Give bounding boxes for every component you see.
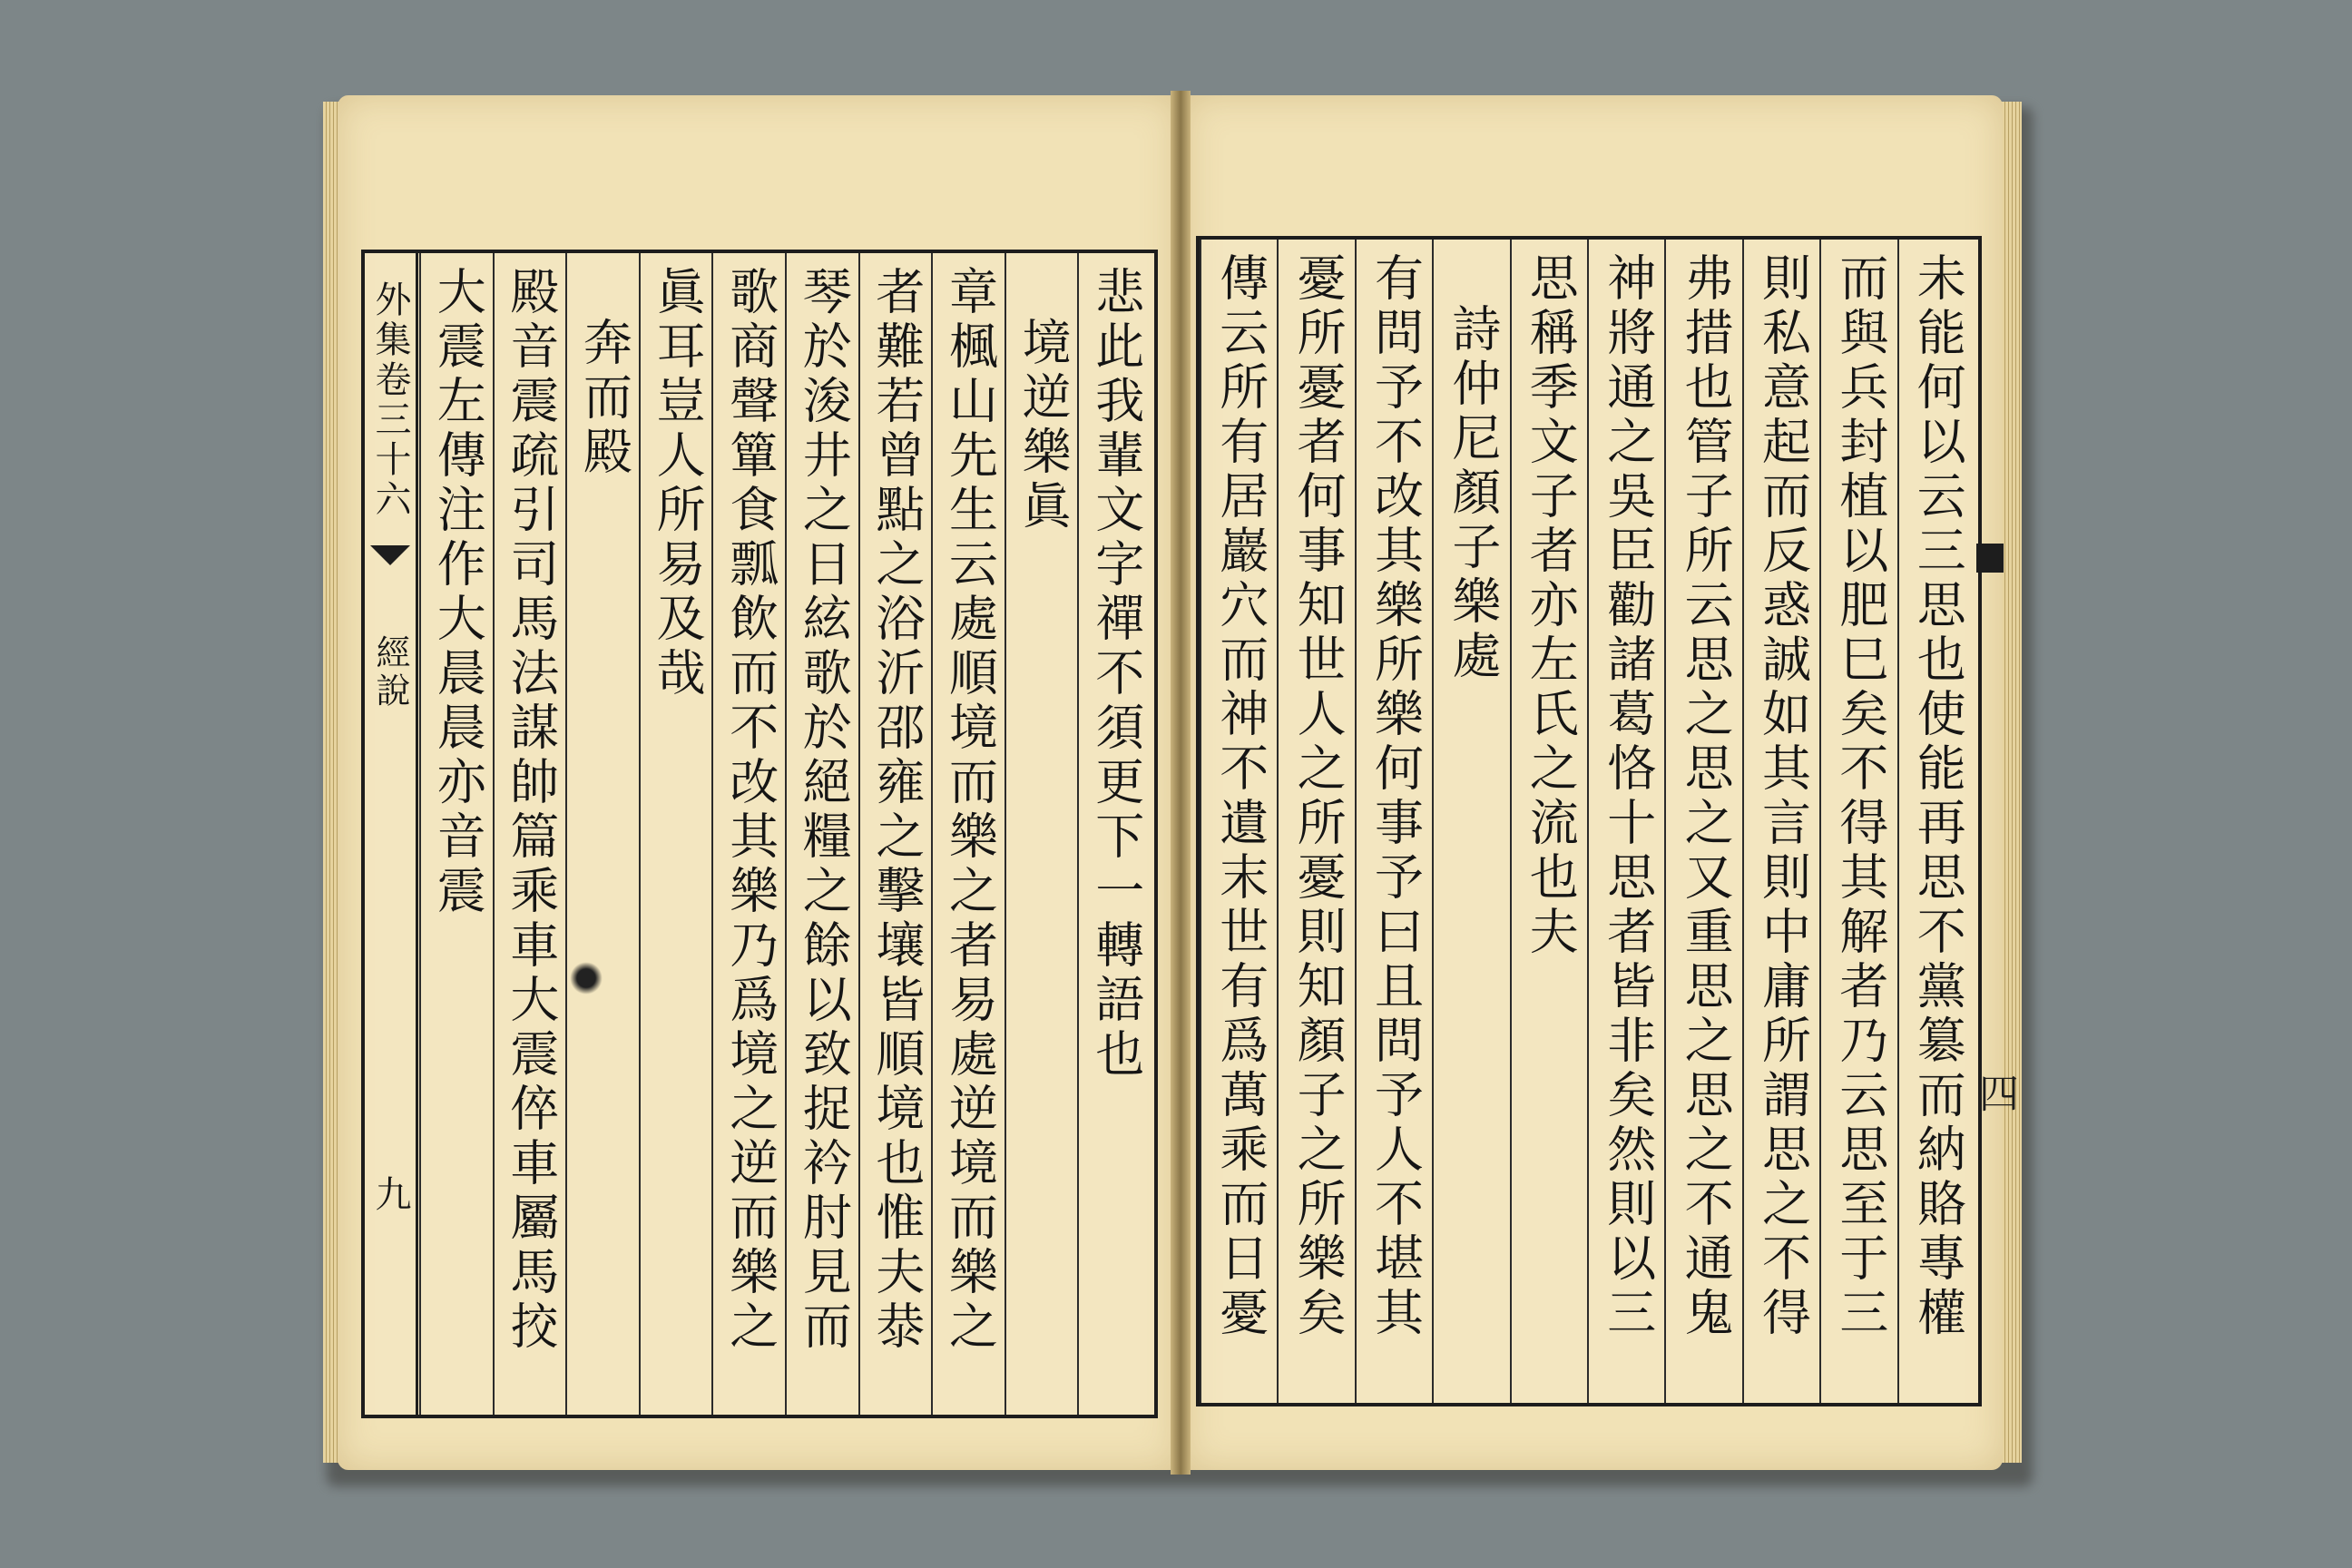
page-number: 九 <box>369 1175 411 1215</box>
left-column-text: 悲此我輩文字禪不須更下一轉語也 <box>1087 266 1145 1083</box>
right-column-7 <box>1432 240 1511 1403</box>
right-column-8 <box>1355 240 1434 1403</box>
left-column-5 <box>785 253 860 1415</box>
left-column-10 <box>419 253 495 1415</box>
book-volume-label: 外集卷三十六 <box>369 280 411 520</box>
book-spine <box>1171 91 1191 1475</box>
right-column-2 <box>1819 240 1898 1403</box>
right-column-6 <box>1510 240 1589 1403</box>
right-column-text: 傳云所有居巖穴而神不遺末世有爲萬乘而日憂 <box>1211 252 1269 1341</box>
right-column-text: 未能何以云三思也使能再思不黨簒而納賂專權 <box>1909 252 1967 1341</box>
left-column-1 <box>1077 253 1152 1415</box>
fishtail-mark <box>370 545 410 565</box>
right-column-10 <box>1200 240 1279 1403</box>
right-column-text: 詩仲尼顏子樂處 <box>1444 303 1502 684</box>
right-text-frame <box>1196 236 2018 1406</box>
left-column-text: 歌商聲簞食瓢飲而不改其樂乃爲境之逆而樂之 <box>721 266 779 1355</box>
right-column-text: 弗措也管子所云思之思之又重思之思之不通鬼 <box>1677 252 1735 1341</box>
left-column-text: 殿音震疏引司馬法謀帥篇乘車大震倅車屬馬挍 <box>502 266 560 1355</box>
left-column-9 <box>493 253 568 1415</box>
left-column-3 <box>931 253 1006 1415</box>
right-column-text: 而與兵封植以肥巳矣不得其解者乃云思至于三 <box>1831 252 1889 1341</box>
right-column-text: 思稱季文子者亦左氏之流也夫 <box>1522 252 1580 960</box>
left-column-text: 大震左傳注作大晨晨亦音震 <box>429 266 487 919</box>
fishtail-mark-right <box>1976 544 2004 573</box>
right-column-9 <box>1277 240 1356 1403</box>
left-column-7 <box>639 253 714 1415</box>
left-column-text: 奔而殿 <box>575 317 633 480</box>
left-column-text: 章楓山先生云處順境而樂之者易處逆境而樂之 <box>941 266 999 1355</box>
left-column-text: 琴於浚井之日絃歌於絕糧之餘以致捉衿肘見而 <box>795 266 853 1355</box>
right-column-1 <box>1897 240 1976 1403</box>
left-column-text: 眞耳豈人所易及哉 <box>649 266 707 701</box>
left-column-text: 境逆樂眞 <box>1014 317 1073 534</box>
left-column-2 <box>1004 253 1080 1415</box>
right-column-4 <box>1664 240 1743 1403</box>
left-column-4 <box>858 253 934 1415</box>
left-column-8 <box>565 253 641 1415</box>
right-column-text: 有問予不改其樂所樂何事予曰且問予人不堪其 <box>1367 252 1425 1341</box>
right-column-text: 神將通之吳臣勸諸葛恪十思者皆非矣然則以三 <box>1599 252 1657 1341</box>
right-column-text: 憂所憂者何事知世人之所憂則知顏子之所樂矣 <box>1289 252 1348 1341</box>
left-column-text: 者難若曾點之浴沂邵雍之擊壤皆順境也惟夫㳟 <box>867 266 926 1355</box>
margin-strip <box>365 253 418 1415</box>
section-label: 經說 <box>370 634 410 710</box>
left-column-6 <box>711 253 787 1415</box>
ink-smudge <box>570 962 603 995</box>
right-column-5 <box>1587 240 1666 1403</box>
left-text-frame <box>361 250 1158 1418</box>
right-column-3 <box>1742 240 1821 1403</box>
right-page-number: 四 <box>1972 1073 2018 1112</box>
right-column-text: 則私意起而反惑誠如其言則中庸所謂思之不得 <box>1754 252 1812 1341</box>
